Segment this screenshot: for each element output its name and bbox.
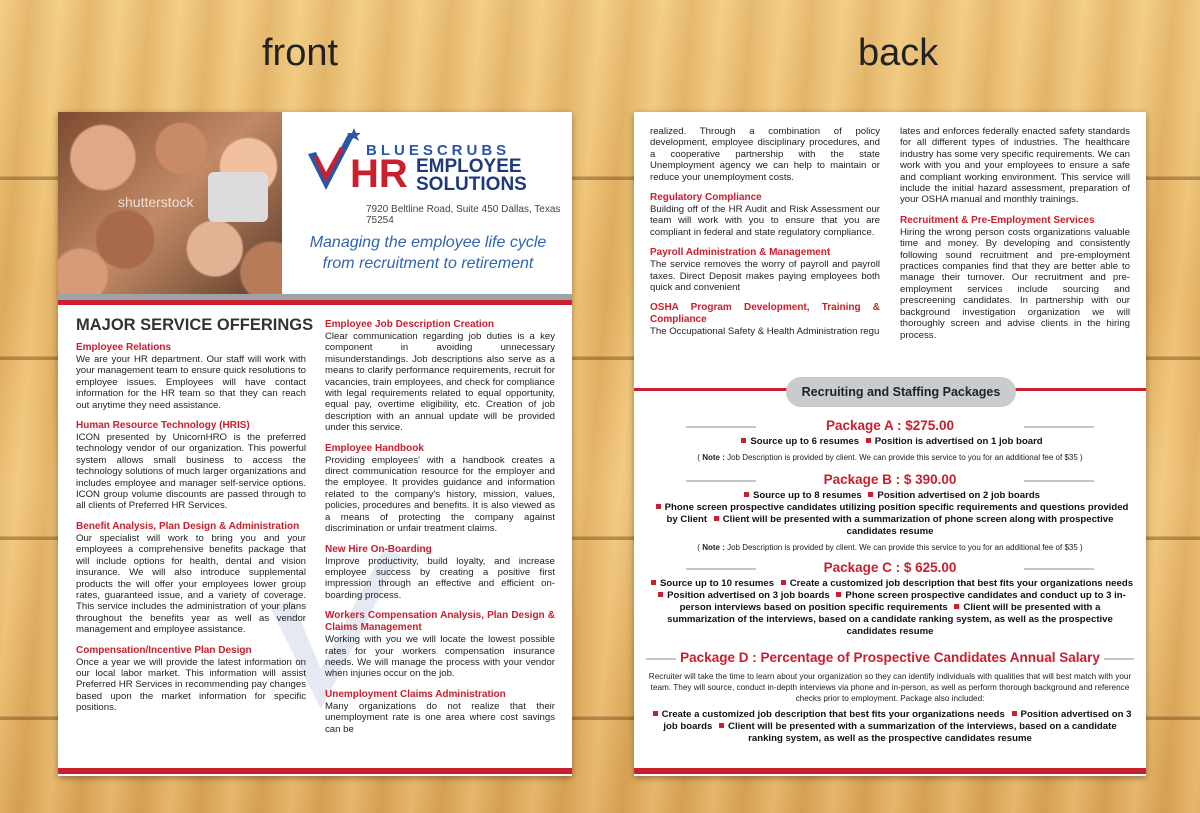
footer-red-bar — [634, 768, 1146, 774]
package-d — [646, 650, 1134, 745]
package-b — [646, 472, 1134, 553]
back-label: back — [858, 32, 939, 74]
back-right-column — [900, 126, 1130, 350]
bullet-icon — [658, 592, 663, 597]
company-address: 7920 Beltline Road, Suite 450 Dallas, Texas 75254 — [366, 204, 561, 226]
package-c-bullets — [646, 578, 1134, 638]
package-a-title: Package A : $275.00 — [646, 418, 1134, 433]
collage-watermark: shutterstock — [118, 194, 194, 210]
bullet-text: Position advertised on 3 job boards — [667, 590, 830, 601]
bullet-icon — [836, 592, 841, 597]
packages-heading: Recruiting and Staffing Packages — [786, 377, 1016, 407]
section-body: Providing employees' with a handbook creates a direct communication resource for the employer and the employee. It provides guidance and information related to the company's history, mission, values, policies, procedures and benefits. It is also viewed as a means of protecting the company against discrimination or unfair treatment claims. — [325, 454, 555, 535]
package-b-title: Package B : $ 390.00 — [646, 472, 1134, 487]
front-left-column — [76, 342, 306, 723]
section-title: Regulatory Compliance — [650, 192, 762, 204]
package-c-title: Package C : $ 625.00 — [646, 560, 1134, 575]
back-left-column — [650, 126, 880, 347]
package-d-intro: Recruiter will take the time to learn about your organization so they can identify individuals with qualities that will best match with your team. They will source, conduct in-depth interviews via phone and in-person, as well as perform thorough background and reference checks prior to employment. Package also included: — [648, 672, 1132, 703]
section-body: ICON presented by UnicornHRO is the preferred technology vendor of our organization. This powerful system allows small business to access the technology solutions of much larger organizations and includes employee and manager self-service options. ICON group volume discounts are passed through to all clients of Preferred HR Services. — [76, 432, 306, 512]
back-page — [634, 112, 1146, 776]
logo-employee-solutions — [416, 158, 527, 194]
tagline-line-2: from recruitment to retirement — [322, 255, 534, 272]
bullet-icon — [1012, 711, 1017, 716]
bullet-text: Client will be presented with a summarization of the interviews, based on a candidate ranking system, as well as the prospective candidates resume — [728, 721, 1117, 744]
section-body: Hiring the wrong person costs organizations valuable time and money. By developing and consistently following sound recruitment and pre-employment practices companies find that they are better able to manage their turnover. Our recruitment and pre-employment services include sourcing and prescreening candidates. In partnership with our background investigation organization we will thoroughly screen and advise clients in the hiring process. — [900, 226, 1130, 341]
bullet-icon — [656, 504, 661, 509]
section-body: Once a year we will provide the latest information on our local labor market. This information will assist Preferred HR Services in recommending pay changes based upon the market information for specific positions. — [76, 656, 306, 714]
bullet-text: Position advertised on 3 job boards — [663, 709, 1132, 732]
section-title: Employee Handbook — [325, 442, 424, 454]
bullet-icon — [719, 723, 724, 728]
major-services-heading: MAJOR SERVICE OFFERINGS — [76, 316, 314, 334]
section-body: The Occupational Safety & Health Administration regu — [650, 326, 880, 338]
company-logo — [304, 126, 554, 206]
section-title: Workers Compensation Analysis, Plan Design & Claims Management — [325, 610, 555, 634]
note-text: Job Description is provided by client. We can provide this service to you for an additional fee of $35 ) — [724, 543, 1083, 552]
section-title: Employee Relations — [76, 342, 172, 353]
package-a — [646, 418, 1134, 463]
section-body: Clear communication regarding job duties is a key component in avoiding unnecessary misunderstandings. Job descriptions also serve as a means to clarify performance requirements, recruit for vacancies, train employees, and check for compliance with legal requirements related to equal opportunity, equal pay, overtime eligibility, etc. Creation of job description with an annual update will be provided under this service. — [325, 331, 555, 434]
section-title: Compensation/Incentive Plan Design — [76, 644, 252, 656]
faces-collage-image — [58, 112, 282, 294]
logo-hr-text: HR — [350, 152, 408, 196]
section-body: We are your HR department. Our staff will work with your management team to ensure quick resolutions to employee issues. Employees will have contact information for the HR team so that they can reach out anytime they need assistance. — [76, 354, 306, 411]
bullet-icon — [868, 492, 873, 497]
bullet-text: Position is advertised on 1 job board — [874, 436, 1043, 447]
section-body: Working with you we will locate the lowest possible rates for your workers compensation insurance needs. We will manage the process with your vendor when injuries occur on the job. — [325, 634, 555, 680]
note-label: Note : — [702, 453, 725, 462]
package-b-bullets — [646, 490, 1134, 538]
bullet-text: Create a customized job description that best fits your organizations needs — [661, 709, 1005, 720]
front-label: front — [262, 32, 339, 74]
package-c — [646, 560, 1134, 638]
bullet-icon — [714, 516, 719, 521]
bullet-text: Source up to 6 resumes — [750, 436, 860, 447]
note-label: Note : — [702, 543, 725, 552]
package-a-note: ( Note : Job Description is provided by client. We can provide this service to you for an additional fee of $35 ) — [697, 453, 1083, 462]
header-red-bar — [58, 300, 572, 305]
bullet-text: Phone screen prospective candidates and conduct up to 3 in-person interviews based on position specific requirements — [679, 590, 1126, 613]
section-title: Payroll Administration & Management — [650, 247, 831, 259]
bullet-icon — [781, 580, 786, 585]
section-body: Many organizations do not realize that their unemployment rate is one area where cost savings can be — [325, 700, 555, 735]
section-body: The service removes the worry of payroll and payroll taxes. Direct Deposit makes paying employees both quick and convenient — [650, 259, 880, 294]
section-body: Building off of the HR Audit and Risk Assessment our team will work with you to ensure that you are compliant in federal and state regulatory compliance. — [650, 204, 880, 238]
tagline-line-1: Managing the employee life cycle — [309, 234, 547, 251]
bullet-text: Client will be presented with a summarization of phone screen along with prospective candidates resume — [722, 514, 1114, 537]
logo-employee-text: EMPLOYEE — [416, 156, 522, 177]
section-title: Recruitment & Pre-Employment Services — [900, 214, 1095, 226]
front-right-column — [325, 319, 555, 744]
bullet-icon — [741, 438, 746, 443]
logo-bluescrubs-text: BLUESCRUBS — [366, 142, 511, 159]
section-title: New Hire On-Boarding — [325, 543, 432, 555]
section-body: Improve productivity, build loyalty, and increase employee success by creating a positive first impression through an effective and efficient on-boarding process. — [325, 555, 555, 601]
note-text: Job Description is provided by client. We can provide this service to you for an additional fee of $35 ) — [724, 453, 1083, 462]
package-b-note: ( Note : Job Description is provided by client. We can provide this service to you for an additional fee of $35 ) — [697, 543, 1083, 552]
section-body: Our specialist will work to bring you and your employees a comprehensive benefits package that will include options for health, dental and vision insurance. We will also introduce supplemental products the will offer your employees lower group rates, guaranteed issue, and a variety of coverage. This service includes the administration of your plans throughout the benefits year as well as vendor management and employee assistance. — [76, 532, 306, 636]
section-title: Unemployment Claims Administration — [325, 688, 506, 700]
section-title: Benefit Analysis, Plan Design & Administration — [76, 520, 300, 532]
bullet-text: Client will be presented with a summarization of the interviews, based on a candidate ranking system, as well as the prospective candidates resume — [667, 602, 1113, 637]
section-title: Employee Job Description Creation — [325, 319, 494, 330]
section-body: lates and enforces federally enacted safety standards for all different types of industries. The healthcare industry has some very specific requirements. We can work with you and your employees to ensure a safe and compliant working environment. This service will include the initial hazard assessment, preparation of your OSHA manual and monthly trainings. — [900, 126, 1130, 206]
package-a-bullets — [646, 436, 1134, 448]
front-page — [58, 112, 572, 776]
bullet-icon — [744, 492, 749, 497]
bullet-text: Source up to 10 resumes — [659, 578, 775, 589]
section-body: realized. Through a combination of policy development, employee disciplinary procedures, and a cooperative partnership with the state Unemployment agency we can help to maintain or reduce your unemployment costs. — [650, 126, 880, 183]
tagline — [290, 232, 566, 274]
bullet-icon — [651, 580, 656, 585]
bullet-text: Phone screen prospective candidates utilizing position specific requirements and questions provided by Client — [664, 502, 1129, 525]
package-d-title: Package D : Percentage of Prospective Candidates Annual Salary — [646, 650, 1134, 665]
bullet-text: Position advertised on 2 job boards — [877, 490, 1041, 501]
puzzle-piece-icon — [208, 172, 268, 222]
section-title: OSHA Program Development, Training & Compliance — [650, 302, 880, 326]
section-title: Human Resource Technology (HRIS) — [76, 420, 250, 432]
bullet-icon — [954, 604, 959, 609]
package-d-bullets — [646, 709, 1134, 745]
footer-red-bar — [58, 768, 572, 774]
logo-solutions-text: SOLUTIONS — [416, 174, 527, 195]
bullet-icon — [653, 711, 658, 716]
bullet-text: Source up to 8 resumes — [752, 490, 862, 501]
bullet-icon — [866, 438, 871, 443]
bullet-text: Create a customized job description that best fits your organizations needs — [789, 578, 1134, 589]
